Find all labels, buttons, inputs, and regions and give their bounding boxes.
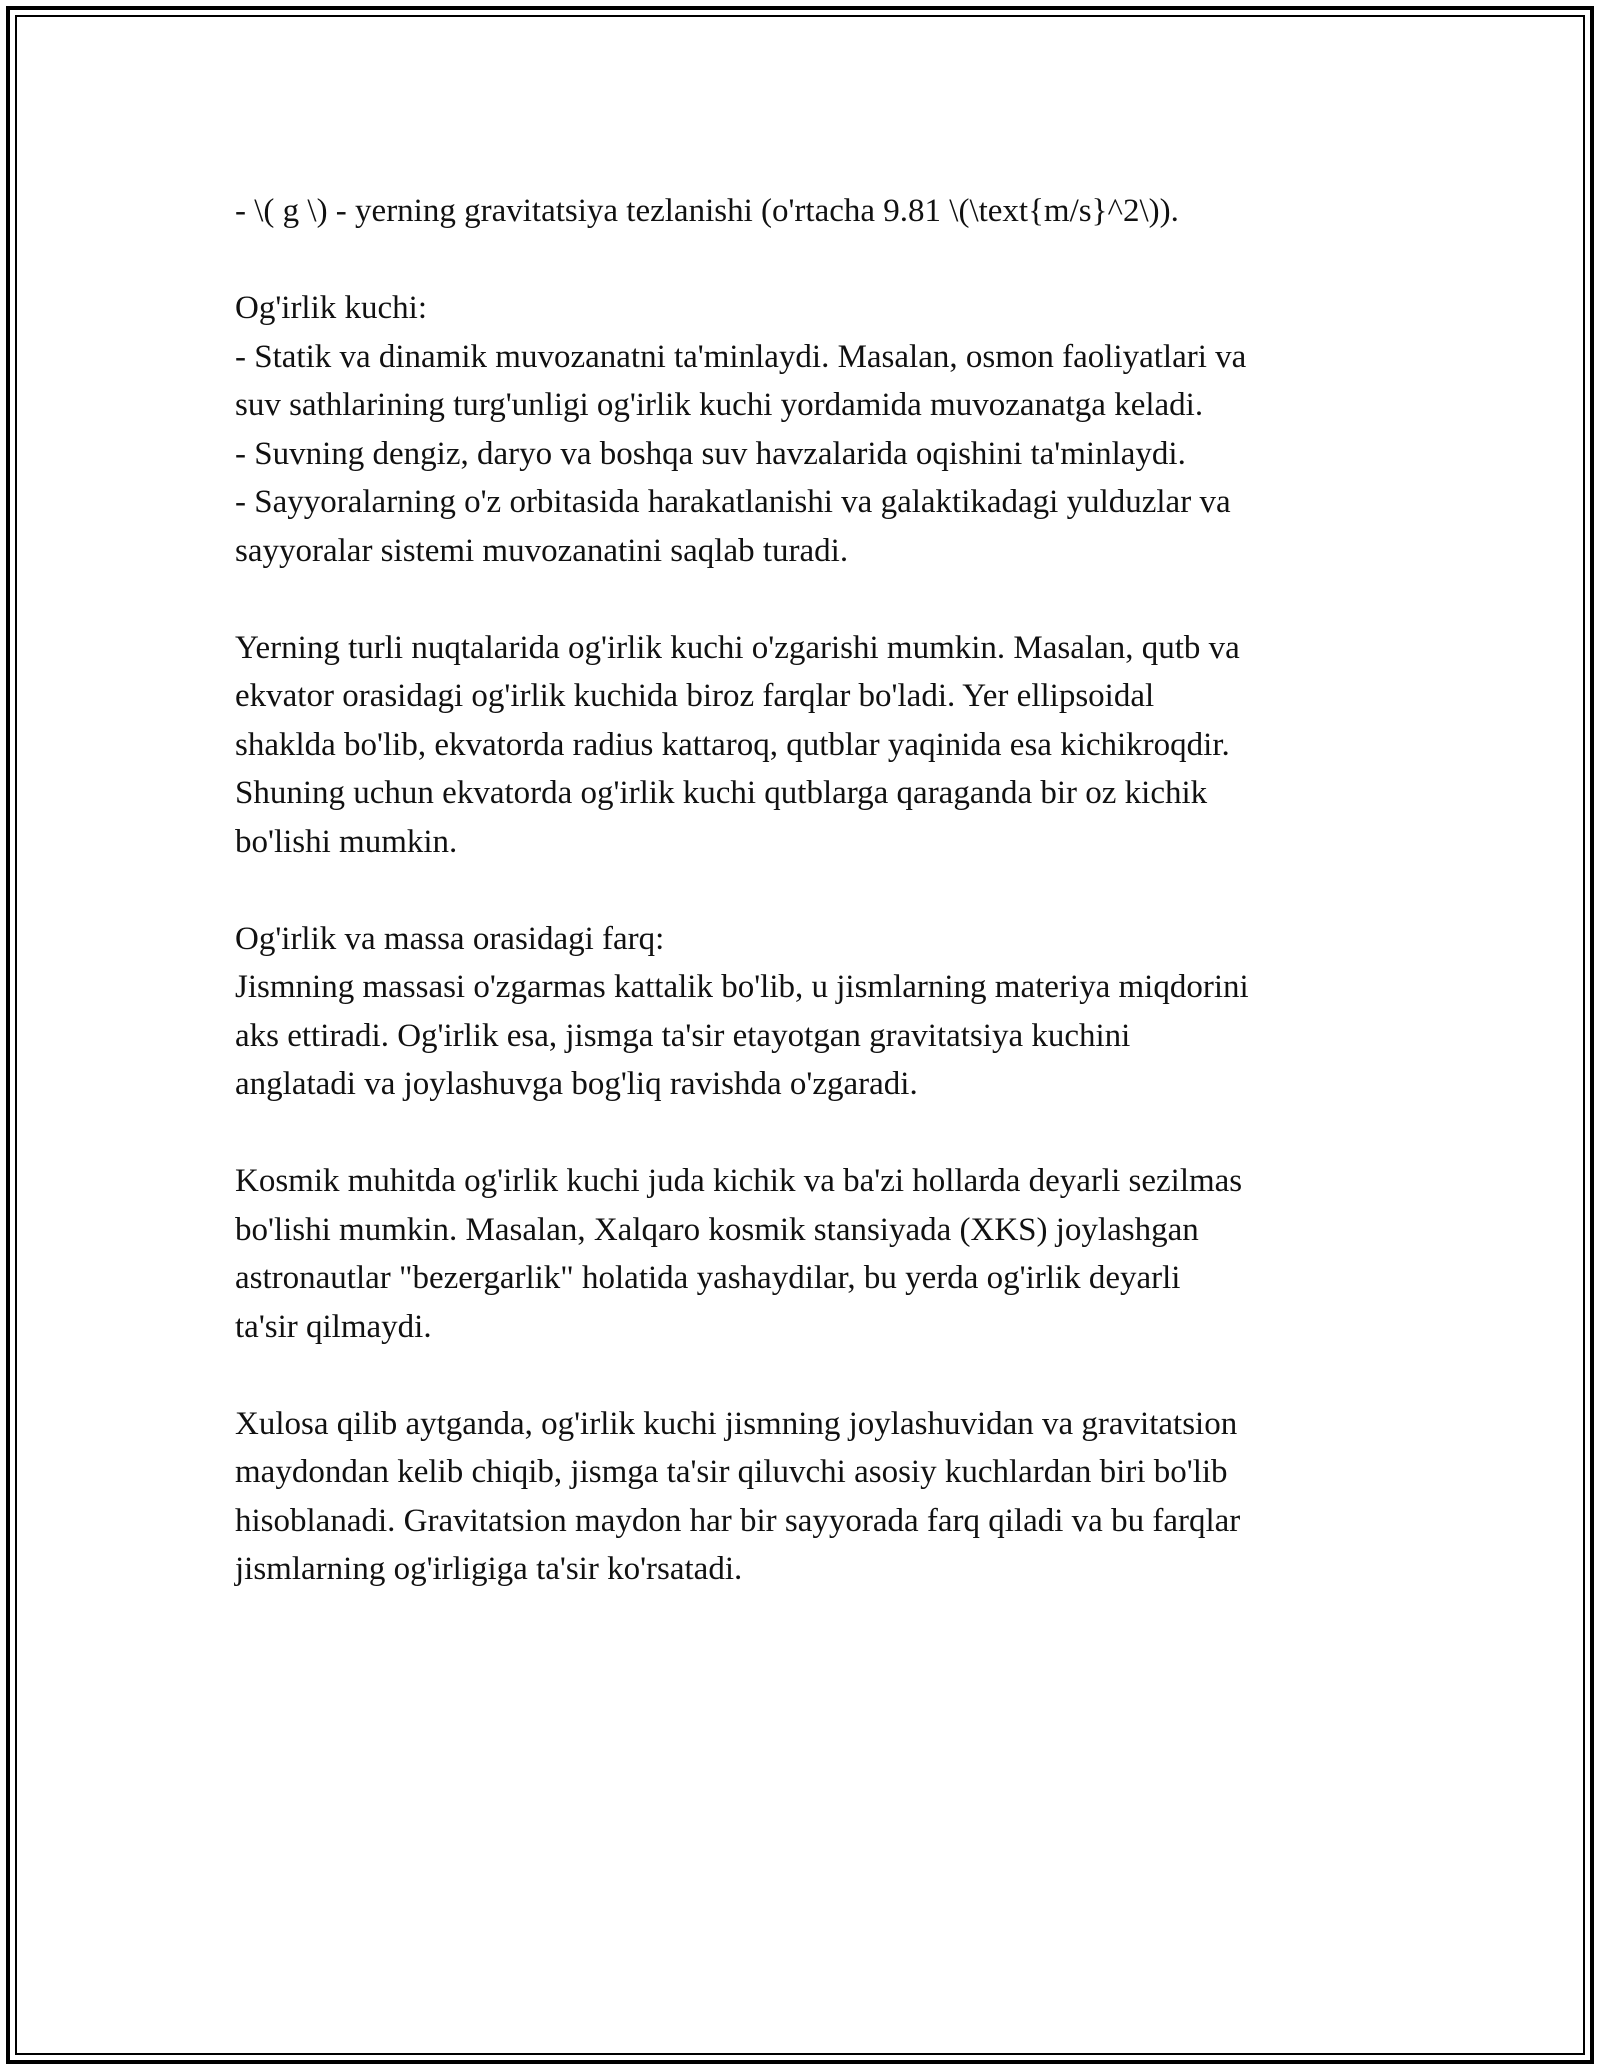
text-line: Jismning massasi o'zgarmas kattalik bo'lib, u jismlarning materiya miqdorini <box>235 969 1249 1005</box>
paragraph-weight-vs-mass <box>235 915 1395 1109</box>
paragraph-gravity-acceleration <box>235 187 1395 236</box>
paragraph-earth-variation <box>235 624 1395 867</box>
paragraph-weight-force-list <box>235 284 1395 575</box>
section-heading: Og'irlik kuchi: <box>235 290 428 326</box>
text-line: - \( g \) - yerning gravitatsiya tezlanishi (o'rtacha 9.81 \(\text{m/s}^2\)). <box>235 193 1179 229</box>
text-line: ekvator orasidagi og'irlik kuchida biroz farqlar bo'ladi. Yer ellipsoidal <box>235 678 1155 714</box>
section-heading: Og'irlik va massa orasidagi farq: <box>235 920 665 957</box>
text-line: Yerning turli nuqtalarida og'irlik kuchi o'zgarishi mumkin. Masalan, qutb va <box>235 629 1240 666</box>
text-line: Kosmik muhitda og'irlik kuchi juda kichik va ba'zi hollarda deyarli sezilmas <box>235 1163 1243 1199</box>
text-line: anglatadi va joylashuvga bog'liq ravishda o'zgaradi. <box>235 1066 918 1102</box>
text-line: shaklda bo'lib, ekvatorda radius kattaroq, qutblar yaqinida esa kichikroqdir. <box>235 726 1230 763</box>
text-line: Xulosa qilib aytganda, og'irlik kuchi jismning joylashuvidan va gravitatsion <box>235 1405 1238 1442</box>
text-line: Shuning uchun ekvatorda og'irlik kuchi qutblarga qaraganda bir oz kichik <box>235 775 1208 811</box>
text-line: suv sathlarining turg'unligi og'irlik kuchi yordamida muvozanatga keladi. <box>235 387 1204 423</box>
text-line: maydondan kelib chiqib, jismga ta'sir qiluvchi asosiy kuchlardan biri bo'lib <box>235 1454 1228 1490</box>
text-line: sayyoralar sistemi muvozanatini saqlab turadi. <box>235 532 849 569</box>
text-line: - Suvning dengiz, daryo va boshqa suv havzalarida oqishini ta'minlaydi. <box>235 435 1186 472</box>
paragraph-space-environment <box>235 1157 1395 1351</box>
text-line: jismlarning og'irligiga ta'sir ko'rsatadi. <box>235 1551 743 1587</box>
text-line: astronautlar "bezergarlik" holatida yashaydilar, bu yerda og'irlik deyarli <box>235 1260 1181 1296</box>
text-line: - Sayyoralarning o'z orbitasida harakatlanishi va galaktikadagi yulduzlar va <box>235 484 1231 520</box>
text-line: bo'lishi mumkin. <box>235 823 458 860</box>
text-line: ta'sir qilmaydi. <box>235 1308 432 1345</box>
text-line: - Statik va dinamik muvozanatni ta'minlaydi. Masalan, osmon faoliyatlari va <box>235 338 1247 375</box>
text-line: hisoblanadi. Gravitatsion maydon har bir sayyorada farq qiladi va bu farqlar <box>235 1502 1241 1539</box>
text-line: aks ettiradi. Og'irlik esa, jismga ta'sir etayotgan gravitatsiya kuchini <box>235 1017 1131 1054</box>
text-line: bo'lishi mumkin. Masalan, Xalqaro kosmik stansiyada (XKS) joylashgan <box>235 1211 1199 1248</box>
document-body <box>235 187 1395 1642</box>
paragraph-conclusion <box>235 1400 1395 1594</box>
